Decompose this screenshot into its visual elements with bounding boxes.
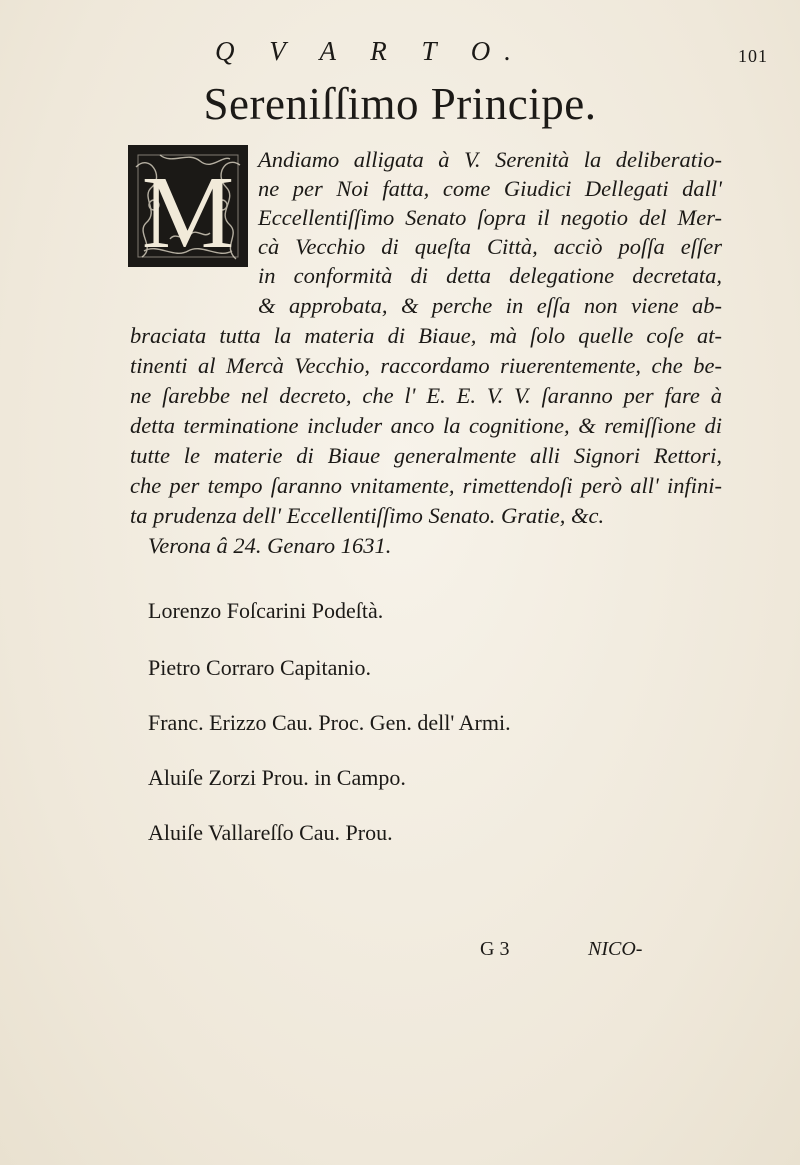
- body-line: in conformità di detta delegatione decretata,: [258, 263, 722, 288]
- catchword: NICO-: [588, 938, 643, 960]
- signatory: Lorenzo Foſcarini Podeſtà.: [148, 598, 384, 623]
- body-line: detta terminatione includer anco la cognitione, & remiſſione di: [130, 413, 722, 438]
- running-head: Q V A R T O.: [215, 36, 526, 66]
- signatory: Aluiſe Zorzi Prou. in Campo.: [148, 765, 406, 790]
- body-line: braciata tutta la materia di Biaue, mà ſolo quelle coſe at-: [130, 323, 722, 348]
- body-line: tinenti al Mercà Vecchio, raccordamo riuerentemente, che be-: [130, 353, 722, 378]
- body-line: cà Vecchio di queſta Città, acciò poſſa eſſer: [258, 234, 722, 259]
- body-line: ne per Noi fatta, come Giudici Dellegati dall': [258, 176, 722, 201]
- dateline: Verona â 24. Genaro 1631.: [148, 533, 392, 558]
- body-line: Eccellentiſſimo Senato ſopra il negotio del Mer-: [258, 205, 722, 230]
- body-line: ne ſarebbe nel decreto, che l' E. E. V. V. ſaranno per fare à: [130, 383, 722, 408]
- body-line: tutte le materie di Biaue generalmente alli Signori Rettori,: [130, 443, 722, 468]
- body-line: & approbata, & perche in eſſa non viene ab-: [258, 293, 722, 318]
- svg-text:M: M: [141, 155, 235, 265]
- signatory: Franc. Erizzo Cau. Proc. Gen. dell' Armi.: [148, 710, 511, 735]
- signatory: Pietro Corraro Capitanio.: [148, 655, 372, 680]
- signatory: Aluiſe Vallareſſo Cau. Prou.: [148, 820, 393, 845]
- body-line: ta prudenza dell' Eccellentiſſimo Senato. Gratie, &c.: [130, 503, 605, 528]
- body-line: che per tempo ſaranno vnitamente, rimettendoſi però all' infini-: [130, 473, 722, 498]
- letter-title: Sereniſſimo Principe.: [203, 79, 597, 129]
- body-line: Andiamo alligata à V. Serenità la deliberatio-: [258, 147, 722, 172]
- page-number: 101: [738, 46, 768, 66]
- signature-mark: G 3: [480, 938, 510, 960]
